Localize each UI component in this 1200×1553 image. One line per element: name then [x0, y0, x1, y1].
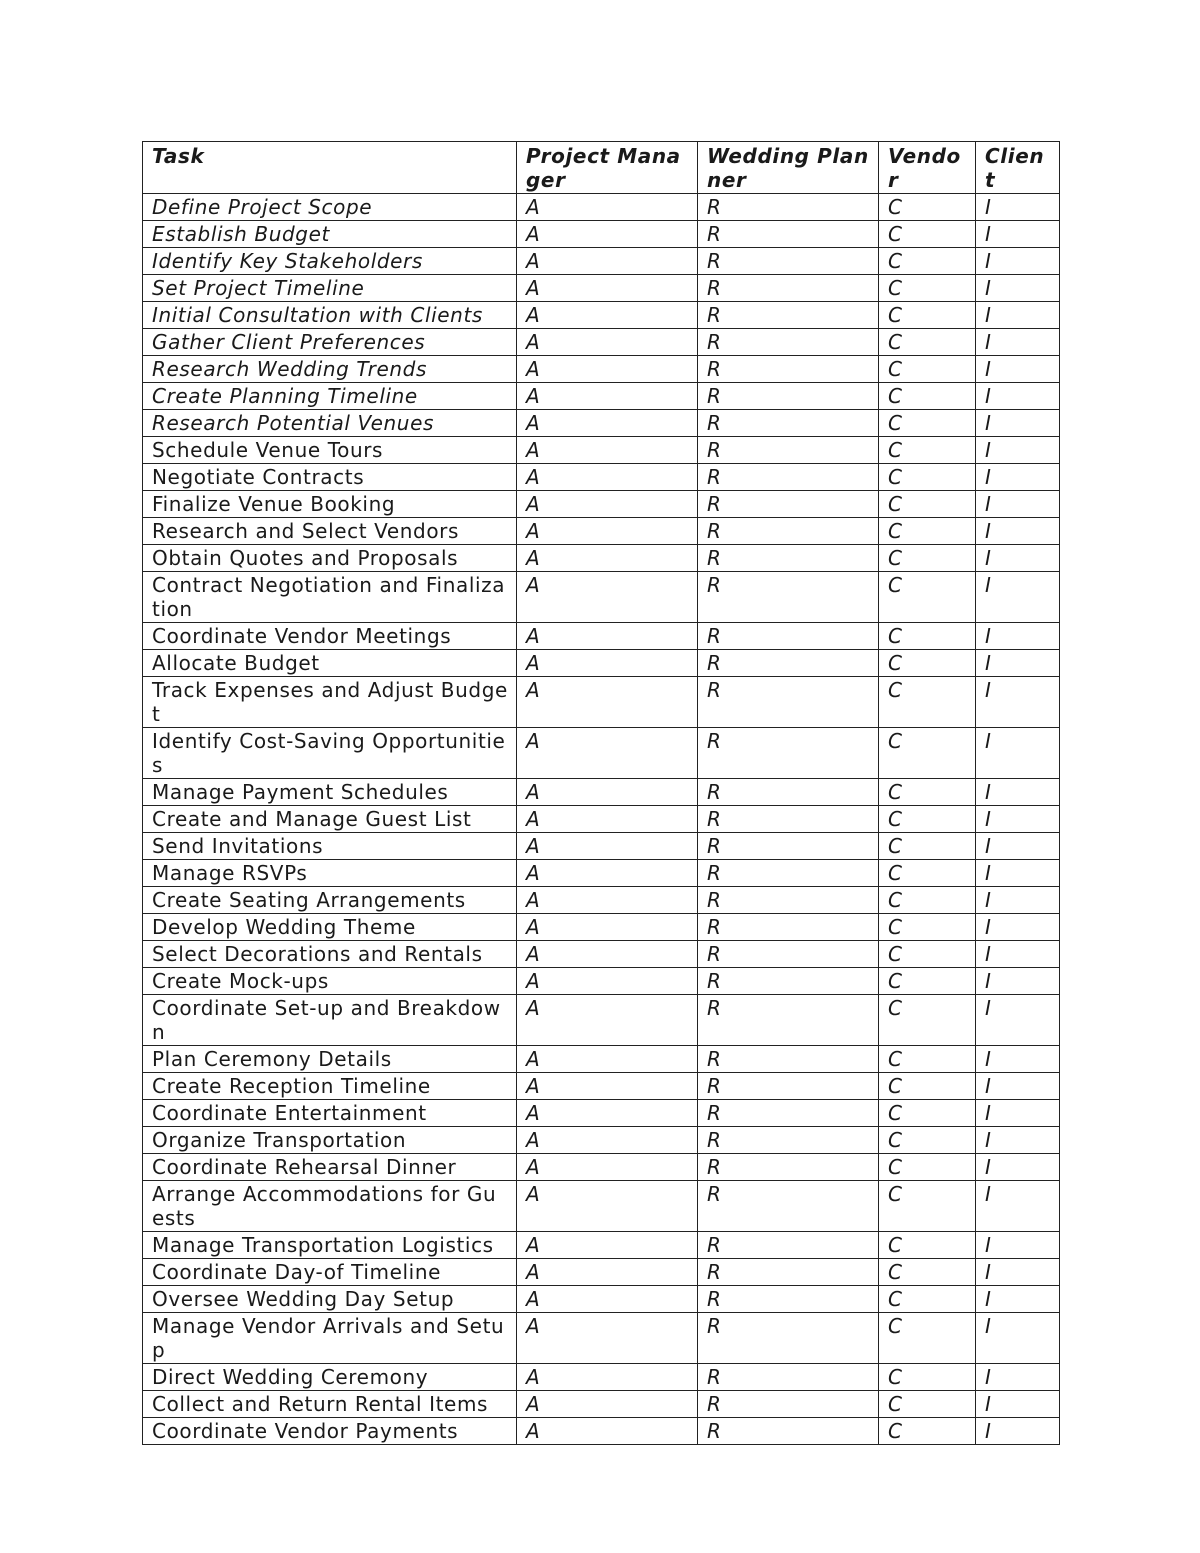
table-row	[143, 1181, 1060, 1232]
vendor-cell: C	[879, 491, 976, 518]
client-cell: I	[976, 329, 1060, 356]
vendor-cell: C	[879, 572, 976, 623]
project-manager-cell: A	[517, 1259, 698, 1286]
wedding-planner-cell: R	[698, 941, 879, 968]
client-cell: I	[976, 779, 1060, 806]
task-cell: Create Reception Timeline	[143, 1073, 517, 1100]
client-cell: I	[976, 1100, 1060, 1127]
task-cell: Coordinate Vendor Payments	[143, 1418, 517, 1445]
wedding-planner-cell: R	[698, 1100, 879, 1127]
task-cell: Plan Ceremony Details	[143, 1046, 517, 1073]
project-manager-cell: A	[517, 572, 698, 623]
table-row	[143, 887, 1060, 914]
client-cell: I	[976, 302, 1060, 329]
wedding-planner-cell: R	[698, 1313, 879, 1364]
task-cell: Research Wedding Trends	[143, 356, 517, 383]
project-manager-cell: A	[517, 1046, 698, 1073]
wedding-planner-cell: R	[698, 410, 879, 437]
project-manager-cell: A	[517, 995, 698, 1046]
task-cell: Create Seating Arrangements	[143, 887, 517, 914]
client-cell: I	[976, 1046, 1060, 1073]
vendor-cell: C	[879, 275, 976, 302]
table-row	[143, 1073, 1060, 1100]
wedding-planner-cell: R	[698, 1391, 879, 1418]
project-manager-cell: A	[517, 623, 698, 650]
header-task: Task	[143, 142, 517, 194]
task-cell: Set Project Timeline	[143, 275, 517, 302]
table-row	[143, 356, 1060, 383]
client-cell: I	[976, 1232, 1060, 1259]
task-cell: Track Expenses and Adjust Budget	[143, 677, 517, 728]
vendor-cell: C	[879, 833, 976, 860]
table-row	[143, 1046, 1060, 1073]
table-row	[143, 860, 1060, 887]
wedding-planner-cell: R	[698, 887, 879, 914]
client-cell: I	[976, 806, 1060, 833]
table-row	[143, 383, 1060, 410]
wedding-planner-cell: R	[698, 1286, 879, 1313]
header-wedding-planner: Wedding Planner	[698, 142, 879, 194]
project-manager-cell: A	[517, 1073, 698, 1100]
project-manager-cell: A	[517, 1391, 698, 1418]
project-manager-cell: A	[517, 1154, 698, 1181]
vendor-cell: C	[879, 329, 976, 356]
wedding-planner-cell: R	[698, 860, 879, 887]
project-manager-cell: A	[517, 779, 698, 806]
table-row	[143, 995, 1060, 1046]
wedding-planner-cell: R	[698, 464, 879, 491]
task-cell: Manage Payment Schedules	[143, 779, 517, 806]
wedding-planner-cell: R	[698, 221, 879, 248]
wedding-planner-cell: R	[698, 650, 879, 677]
table-row	[143, 518, 1060, 545]
project-manager-cell: A	[517, 491, 698, 518]
header-client: Client	[976, 142, 1060, 194]
vendor-cell: C	[879, 221, 976, 248]
wedding-planner-cell: R	[698, 623, 879, 650]
client-cell: I	[976, 383, 1060, 410]
vendor-cell: C	[879, 914, 976, 941]
task-cell: Finalize Venue Booking	[143, 491, 517, 518]
project-manager-cell: A	[517, 650, 698, 677]
vendor-cell: C	[879, 995, 976, 1046]
client-cell: I	[976, 968, 1060, 995]
project-manager-cell: A	[517, 275, 698, 302]
task-cell: Research Potential Venues	[143, 410, 517, 437]
vendor-cell: C	[879, 248, 976, 275]
client-cell: I	[976, 677, 1060, 728]
project-manager-cell: A	[517, 833, 698, 860]
task-cell: Collect and Return Rental Items	[143, 1391, 517, 1418]
task-cell: Identify Key Stakeholders	[143, 248, 517, 275]
project-manager-cell: A	[517, 1181, 698, 1232]
task-cell: Select Decorations and Rentals	[143, 941, 517, 968]
header-vendor: Vendor	[879, 142, 976, 194]
client-cell: I	[976, 833, 1060, 860]
client-cell: I	[976, 1127, 1060, 1154]
table-row	[143, 491, 1060, 518]
client-cell: I	[976, 860, 1060, 887]
task-cell: Define Project Scope	[143, 194, 517, 221]
client-cell: I	[976, 194, 1060, 221]
table-row	[143, 1154, 1060, 1181]
client-cell: I	[976, 1391, 1060, 1418]
vendor-cell: C	[879, 1127, 976, 1154]
vendor-cell: C	[879, 1391, 976, 1418]
wedding-planner-cell: R	[698, 302, 879, 329]
project-manager-cell: A	[517, 1418, 698, 1445]
table-row	[143, 329, 1060, 356]
vendor-cell: C	[879, 1100, 976, 1127]
task-cell: Send Invitations	[143, 833, 517, 860]
table-row	[143, 968, 1060, 995]
task-cell: Organize Transportation	[143, 1127, 517, 1154]
task-cell: Develop Wedding Theme	[143, 914, 517, 941]
client-cell: I	[976, 1181, 1060, 1232]
project-manager-cell: A	[517, 248, 698, 275]
wedding-planner-cell: R	[698, 518, 879, 545]
wedding-planner-cell: R	[698, 356, 879, 383]
table-row	[143, 1286, 1060, 1313]
table-row	[143, 302, 1060, 329]
project-manager-cell: A	[517, 1100, 698, 1127]
table-row	[143, 572, 1060, 623]
task-cell: Coordinate Rehearsal Dinner	[143, 1154, 517, 1181]
project-manager-cell: A	[517, 329, 698, 356]
wedding-planner-cell: R	[698, 383, 879, 410]
task-cell: Coordinate Entertainment	[143, 1100, 517, 1127]
task-cell: Negotiate Contracts	[143, 464, 517, 491]
client-cell: I	[976, 1154, 1060, 1181]
task-cell: Research and Select Vendors	[143, 518, 517, 545]
project-manager-cell: A	[517, 221, 698, 248]
vendor-cell: C	[879, 302, 976, 329]
wedding-planner-cell: R	[698, 914, 879, 941]
client-cell: I	[976, 221, 1060, 248]
task-cell: Gather Client Preferences	[143, 329, 517, 356]
client-cell: I	[976, 728, 1060, 779]
task-cell: Coordinate Set-up and Breakdown	[143, 995, 517, 1046]
wedding-planner-cell: R	[698, 1259, 879, 1286]
project-manager-cell: A	[517, 728, 698, 779]
wedding-planner-cell: R	[698, 572, 879, 623]
vendor-cell: C	[879, 728, 976, 779]
wedding-planner-cell: R	[698, 968, 879, 995]
table-row	[143, 779, 1060, 806]
table-row	[143, 194, 1060, 221]
task-cell: Initial Consultation with Clients	[143, 302, 517, 329]
table-row	[143, 677, 1060, 728]
table-row	[143, 623, 1060, 650]
vendor-cell: C	[879, 860, 976, 887]
client-cell: I	[976, 1073, 1060, 1100]
client-cell: I	[976, 518, 1060, 545]
vendor-cell: C	[879, 383, 976, 410]
task-cell: Manage Vendor Arrivals and Setup	[143, 1313, 517, 1364]
task-cell: Manage Transportation Logistics	[143, 1232, 517, 1259]
project-manager-cell: A	[517, 941, 698, 968]
client-cell: I	[976, 1418, 1060, 1445]
vendor-cell: C	[879, 1046, 976, 1073]
task-cell: Contract Negotiation and Finalization	[143, 572, 517, 623]
project-manager-cell: A	[517, 1127, 698, 1154]
wedding-planner-cell: R	[698, 677, 879, 728]
wedding-planner-cell: R	[698, 437, 879, 464]
client-cell: I	[976, 545, 1060, 572]
table-row	[143, 221, 1060, 248]
client-cell: I	[976, 275, 1060, 302]
vendor-cell: C	[879, 518, 976, 545]
wedding-planner-cell: R	[698, 1154, 879, 1181]
wedding-planner-cell: R	[698, 275, 879, 302]
table-row	[143, 728, 1060, 779]
task-cell: Obtain Quotes and Proposals	[143, 545, 517, 572]
table-row	[143, 833, 1060, 860]
vendor-cell: C	[879, 410, 976, 437]
task-cell: Oversee Wedding Day Setup	[143, 1286, 517, 1313]
vendor-cell: C	[879, 677, 976, 728]
vendor-cell: C	[879, 545, 976, 572]
vendor-cell: C	[879, 1154, 976, 1181]
wedding-planner-cell: R	[698, 491, 879, 518]
client-cell: I	[976, 887, 1060, 914]
table-row	[143, 1232, 1060, 1259]
vendor-cell: C	[879, 1286, 976, 1313]
client-cell: I	[976, 914, 1060, 941]
vendor-cell: C	[879, 1364, 976, 1391]
wedding-planner-cell: R	[698, 1127, 879, 1154]
project-manager-cell: A	[517, 914, 698, 941]
client-cell: I	[976, 1286, 1060, 1313]
vendor-cell: C	[879, 437, 976, 464]
client-cell: I	[976, 1313, 1060, 1364]
vendor-cell: C	[879, 941, 976, 968]
wedding-planner-cell: R	[698, 1232, 879, 1259]
vendor-cell: C	[879, 1313, 976, 1364]
client-cell: I	[976, 941, 1060, 968]
table-row	[143, 1364, 1060, 1391]
client-cell: I	[976, 650, 1060, 677]
project-manager-cell: A	[517, 1313, 698, 1364]
task-cell: Allocate Budget	[143, 650, 517, 677]
raci-table	[142, 141, 1060, 1445]
client-cell: I	[976, 491, 1060, 518]
client-cell: I	[976, 1259, 1060, 1286]
table-row	[143, 1391, 1060, 1418]
vendor-cell: C	[879, 623, 976, 650]
wedding-planner-cell: R	[698, 1046, 879, 1073]
wedding-planner-cell: R	[698, 329, 879, 356]
table-row	[143, 806, 1060, 833]
vendor-cell: C	[879, 1073, 976, 1100]
wedding-planner-cell: R	[698, 248, 879, 275]
wedding-planner-cell: R	[698, 779, 879, 806]
project-manager-cell: A	[517, 860, 698, 887]
header-row	[143, 142, 1060, 194]
table-row	[143, 275, 1060, 302]
task-cell: Coordinate Vendor Meetings	[143, 623, 517, 650]
table-row	[143, 1418, 1060, 1445]
table-row	[143, 248, 1060, 275]
wedding-planner-cell: R	[698, 1181, 879, 1232]
client-cell: I	[976, 356, 1060, 383]
project-manager-cell: A	[517, 356, 698, 383]
vendor-cell: C	[879, 1232, 976, 1259]
project-manager-cell: A	[517, 194, 698, 221]
vendor-cell: C	[879, 887, 976, 914]
wedding-planner-cell: R	[698, 728, 879, 779]
wedding-planner-cell: R	[698, 833, 879, 860]
vendor-cell: C	[879, 464, 976, 491]
vendor-cell: C	[879, 356, 976, 383]
wedding-planner-cell: R	[698, 545, 879, 572]
project-manager-cell: A	[517, 1286, 698, 1313]
vendor-cell: C	[879, 1181, 976, 1232]
vendor-cell: C	[879, 650, 976, 677]
task-cell: Schedule Venue Tours	[143, 437, 517, 464]
task-cell: Create Mock-ups	[143, 968, 517, 995]
vendor-cell: C	[879, 1259, 976, 1286]
project-manager-cell: A	[517, 887, 698, 914]
project-manager-cell: A	[517, 383, 698, 410]
task-cell: Direct Wedding Ceremony	[143, 1364, 517, 1391]
client-cell: I	[976, 1364, 1060, 1391]
wedding-planner-cell: R	[698, 995, 879, 1046]
task-cell: Create Planning Timeline	[143, 383, 517, 410]
task-cell: Arrange Accommodations for Guests	[143, 1181, 517, 1232]
header-project-manager: Project Manager	[517, 142, 698, 194]
client-cell: I	[976, 437, 1060, 464]
task-cell: Manage RSVPs	[143, 860, 517, 887]
vendor-cell: C	[879, 194, 976, 221]
project-manager-cell: A	[517, 545, 698, 572]
project-manager-cell: A	[517, 968, 698, 995]
project-manager-cell: A	[517, 302, 698, 329]
project-manager-cell: A	[517, 677, 698, 728]
client-cell: I	[976, 995, 1060, 1046]
wedding-planner-cell: R	[698, 1073, 879, 1100]
table-row	[143, 914, 1060, 941]
client-cell: I	[976, 623, 1060, 650]
vendor-cell: C	[879, 806, 976, 833]
vendor-cell: C	[879, 779, 976, 806]
project-manager-cell: A	[517, 410, 698, 437]
task-cell: Establish Budget	[143, 221, 517, 248]
client-cell: I	[976, 248, 1060, 275]
table-row	[143, 437, 1060, 464]
table-row	[143, 410, 1060, 437]
table-body	[143, 194, 1060, 1445]
project-manager-cell: A	[517, 437, 698, 464]
project-manager-cell: A	[517, 806, 698, 833]
table-row	[143, 1127, 1060, 1154]
project-manager-cell: A	[517, 1232, 698, 1259]
wedding-planner-cell: R	[698, 1418, 879, 1445]
table-row	[143, 1313, 1060, 1364]
client-cell: I	[976, 464, 1060, 491]
wedding-planner-cell: R	[698, 194, 879, 221]
project-manager-cell: A	[517, 464, 698, 491]
task-cell: Identify Cost-Saving Opportunities	[143, 728, 517, 779]
task-cell: Create and Manage Guest List	[143, 806, 517, 833]
task-cell: Coordinate Day-of Timeline	[143, 1259, 517, 1286]
table-row	[143, 941, 1060, 968]
table-row	[143, 650, 1060, 677]
wedding-planner-cell: R	[698, 1364, 879, 1391]
project-manager-cell: A	[517, 1364, 698, 1391]
project-manager-cell: A	[517, 518, 698, 545]
client-cell: I	[976, 572, 1060, 623]
client-cell: I	[976, 410, 1060, 437]
table-row	[143, 545, 1060, 572]
vendor-cell: C	[879, 968, 976, 995]
table-row	[143, 1100, 1060, 1127]
table-row	[143, 1259, 1060, 1286]
vendor-cell: C	[879, 1418, 976, 1445]
table-row	[143, 464, 1060, 491]
wedding-planner-cell: R	[698, 806, 879, 833]
